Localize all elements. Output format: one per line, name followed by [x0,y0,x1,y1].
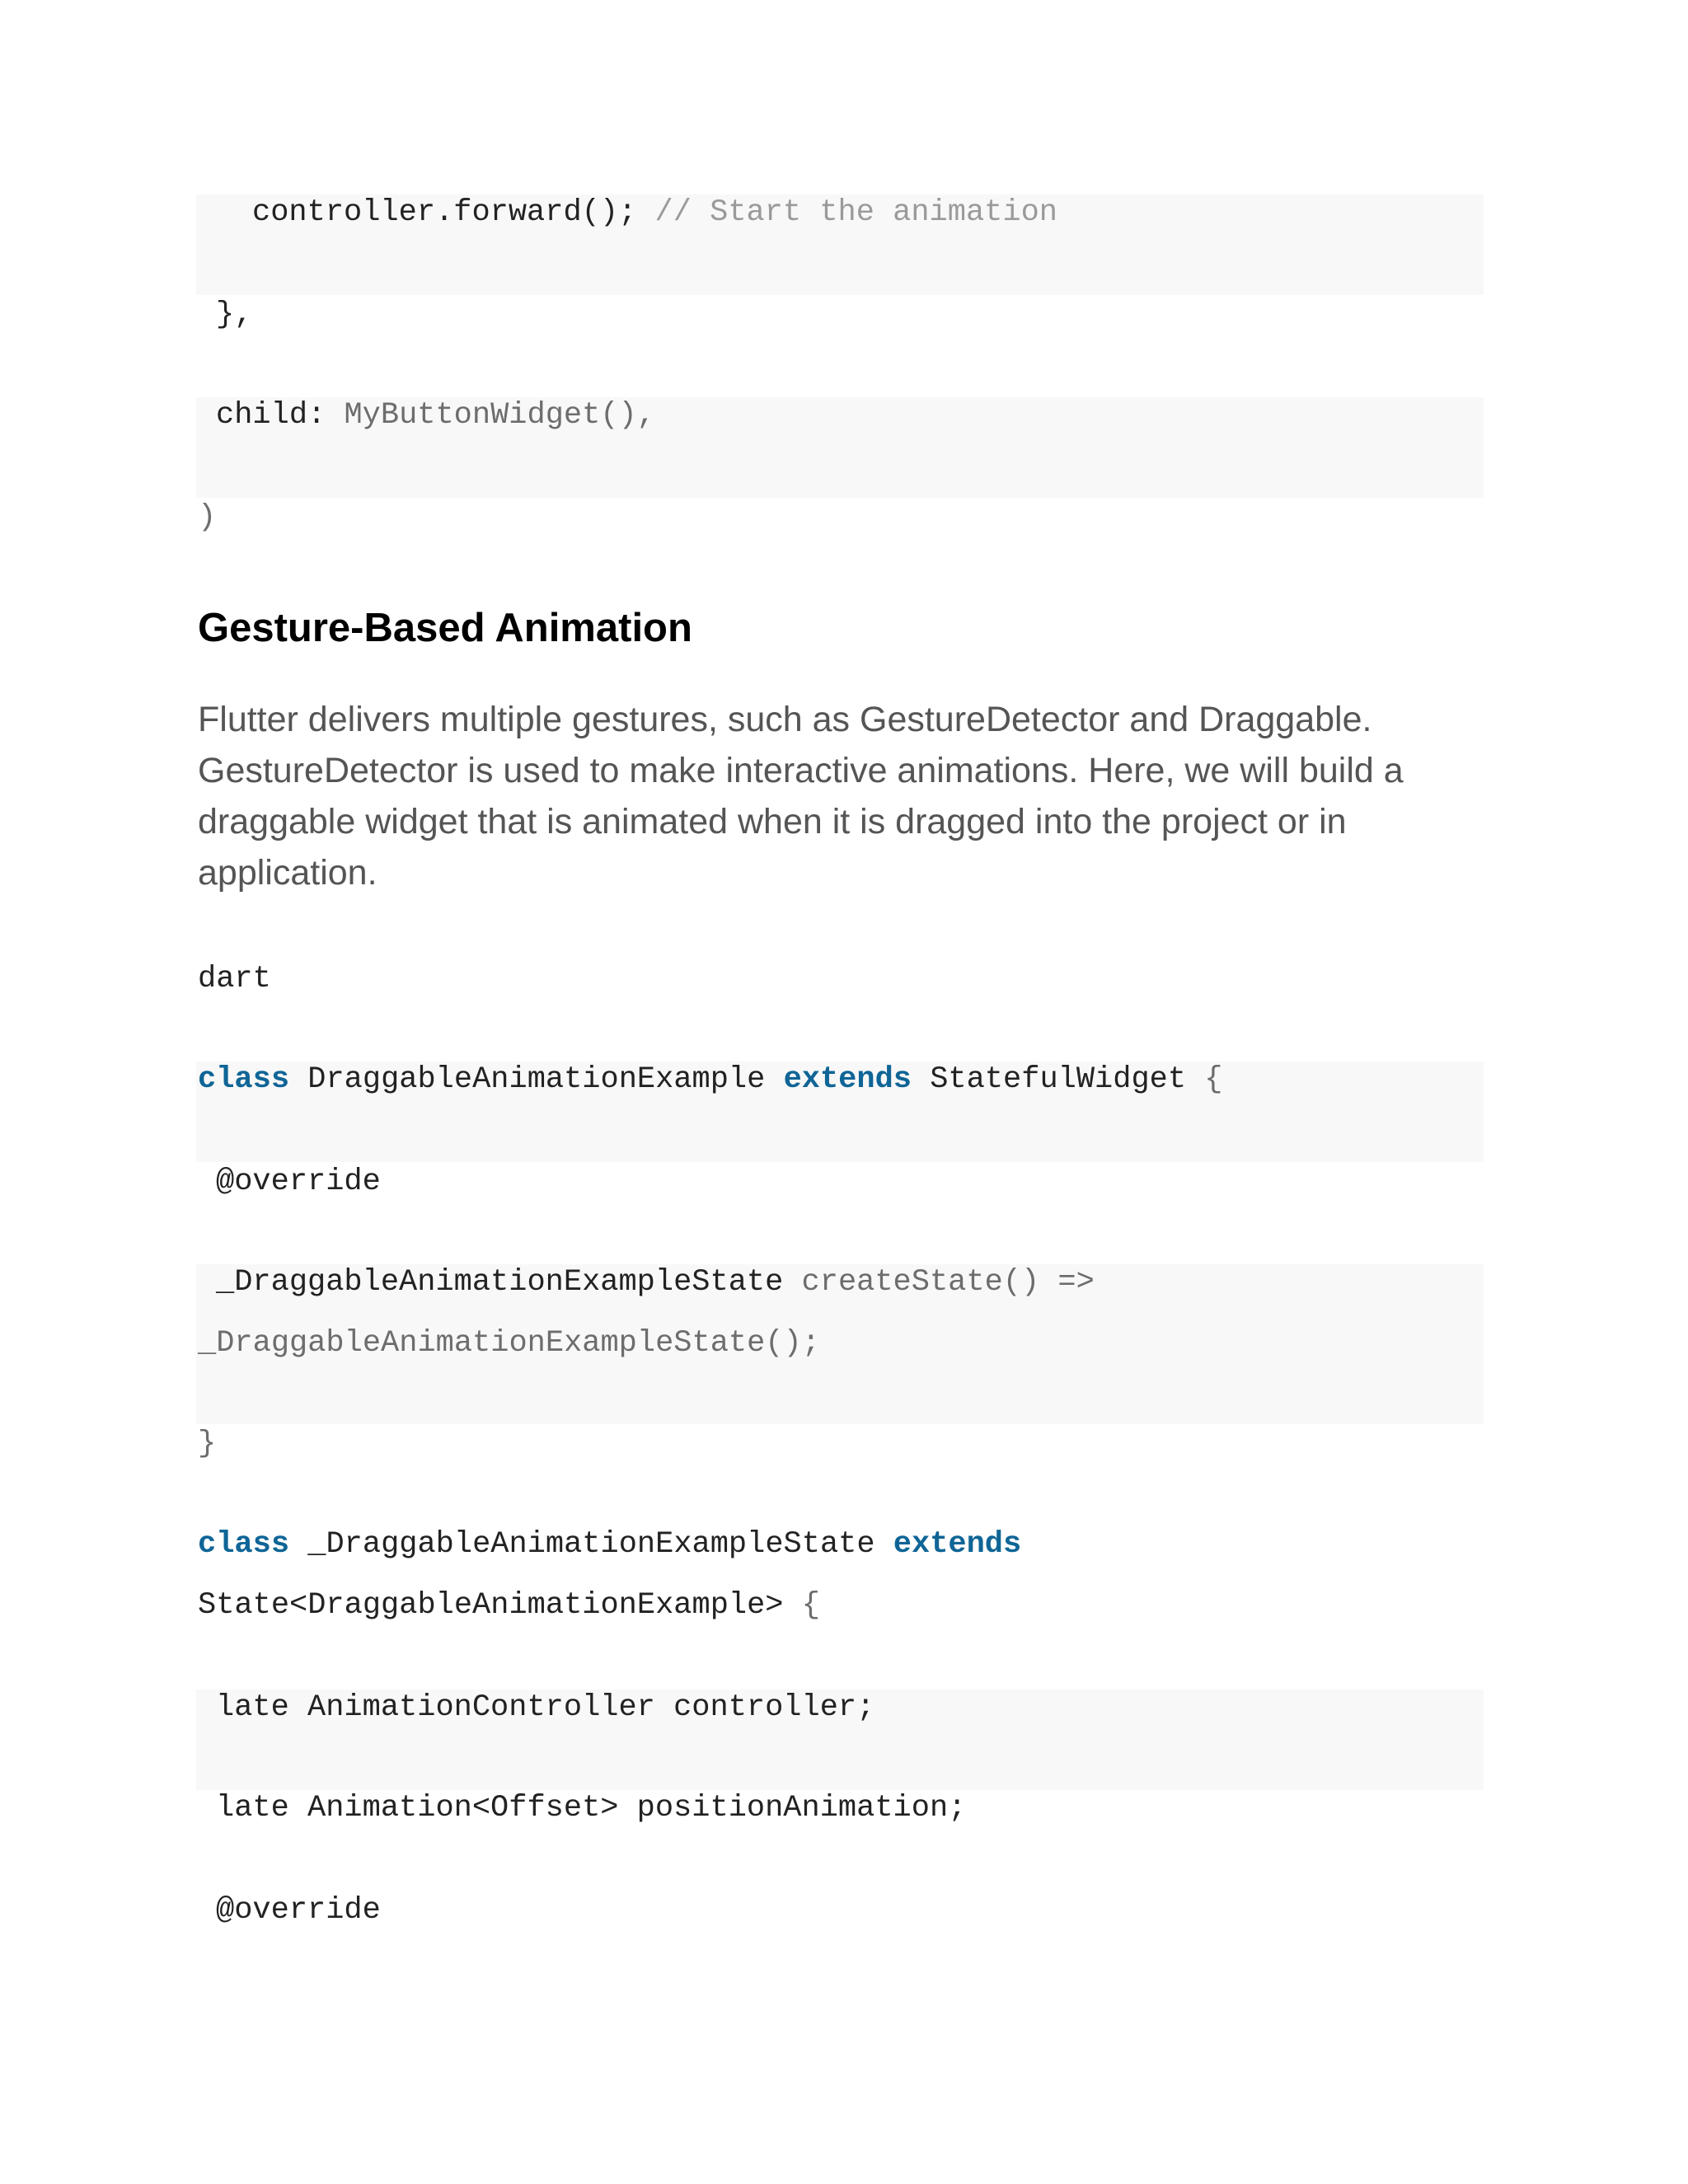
code-line: } [198,1427,217,1461]
section-heading: Gesture-Based Animation [198,606,692,650]
code-line: late Animation<Offset> positionAnimation; [216,1791,967,1825]
code-line: late AnimationController controller; [216,1690,875,1725]
code-line: _DraggableAnimationExampleState createState() => [216,1265,1095,1300]
code-line: }, [216,298,253,332]
code-line: controller.forward(); // Start the animation [252,195,1057,230]
code-language-label: dart [198,962,271,996]
code-line: child: MyButtonWidget(), [216,398,655,433]
code-line: class _DraggableAnimationExampleState extends [198,1527,1022,1562]
code-line: State<DraggableAnimationExample> { [198,1588,820,1623]
section-paragraph: Flutter delivers multiple gestures, such as GestureDetector and Draggable. GestureDetector is used to make interactive animations. Here, we will build a draggable widget that is animated when it is dragged into the project or in application. [198,700,1404,893]
code-line: class DraggableAnimationExample extends StatefulWidget { [198,1062,1223,1097]
code-line: @override [216,1165,381,1199]
code-line: ) [198,500,217,535]
code-line: _DraggableAnimationExampleState(); [198,1326,820,1361]
code-line: @override [216,1893,381,1928]
code-comment: // Start the animation [654,195,1057,230]
